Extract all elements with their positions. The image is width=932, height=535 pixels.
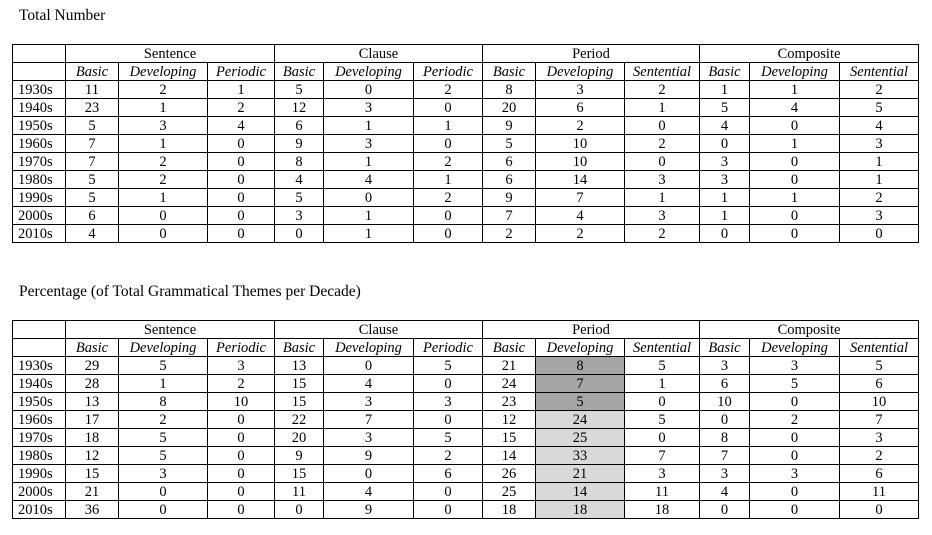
decade-label: 1960s [13,135,66,153]
group-header: Clause [275,45,483,63]
value-cell: 21 [483,357,536,375]
column-subheader: Periodic [414,339,483,357]
subheader-row [13,339,919,357]
value-cell: 0 [324,465,414,483]
group-header: Composite [700,45,919,63]
value-cell: 11 [625,483,700,501]
value-cell: 25 [483,483,536,501]
value-cell: 8 [483,81,536,99]
value-cell: 1 [750,81,840,99]
value-cell: 3 [625,171,700,189]
value-cell: 5 [66,117,119,135]
table-row [13,171,919,189]
table-row [13,375,919,393]
value-cell: 0 [414,135,483,153]
value-cell: 5 [119,447,208,465]
value-cell: 0 [324,357,414,375]
value-cell: 5 [119,357,208,375]
value-cell: 4 [324,171,414,189]
value-cell: 0 [208,153,275,171]
table-row [13,189,919,207]
value-cell: 3 [840,429,919,447]
value-cell: 18 [625,501,700,519]
column-subheader: Basic [483,339,536,357]
group-header: Clause [275,321,483,339]
value-cell: 6 [840,375,919,393]
value-cell: 5 [750,375,840,393]
value-cell: 14 [536,171,625,189]
value-cell: 15 [275,375,324,393]
value-cell: 2 [414,153,483,171]
value-cell: 3 [324,135,414,153]
value-cell: 10 [700,393,750,411]
value-cell: 28 [66,375,119,393]
value-cell: 1 [414,117,483,135]
decade-label: 1940s [13,375,66,393]
value-cell: 1 [208,81,275,99]
value-cell: 0 [700,411,750,429]
value-cell: 15 [275,465,324,483]
value-cell: 1 [840,171,919,189]
value-cell: 5 [625,357,700,375]
value-cell: 0 [208,483,275,501]
value-cell: 7 [536,189,625,207]
value-cell: 7 [324,411,414,429]
value-cell: 7 [700,447,750,465]
value-cell: 17 [66,411,119,429]
value-cell: 12 [275,99,324,117]
value-cell: 1 [119,99,208,117]
column-subheader: Basic [66,63,119,81]
value-cell: 0 [750,393,840,411]
value-cell: 9 [483,117,536,135]
value-cell: 0 [324,189,414,207]
value-cell: 2 [483,225,536,243]
column-subheader: Basic [275,63,324,81]
corner-cell [13,321,66,339]
table-row [13,207,919,225]
value-cell: 0 [414,411,483,429]
value-cell: 3 [208,357,275,375]
value-cell: 0 [208,447,275,465]
value-cell: 1 [119,189,208,207]
value-cell: 6 [275,117,324,135]
column-subheader: Developing [750,63,840,81]
value-cell: 0 [208,429,275,447]
value-cell: 18 [66,429,119,447]
subheader-row [13,63,919,81]
value-cell: 1 [625,189,700,207]
table-row [13,501,919,519]
value-cell: 4 [750,99,840,117]
value-cell: 5 [66,171,119,189]
value-cell: 0 [750,153,840,171]
value-cell: 20 [275,429,324,447]
column-subheader: Periodic [414,63,483,81]
column-subheader: Developing [119,63,208,81]
column-subheader: Sentential [625,63,700,81]
value-cell: 2 [119,171,208,189]
value-cell: 0 [840,225,919,243]
value-cell: 6 [700,375,750,393]
column-subheader: Developing [536,63,625,81]
column-subheader: Periodic [208,63,275,81]
value-cell: 0 [625,393,700,411]
value-cell: 0 [414,225,483,243]
column-subheader: Basic [700,339,750,357]
table-row [13,393,919,411]
value-cell: 3 [840,207,919,225]
column-subheader: Sentential [840,63,919,81]
value-cell: 4 [536,207,625,225]
group-header: Sentence [66,321,275,339]
highlighted-cell-dark: 5 [536,393,625,411]
value-cell: 3 [324,99,414,117]
value-cell: 0 [625,429,700,447]
column-subheader: Developing [536,339,625,357]
value-cell: 2 [119,81,208,99]
value-cell: 9 [324,501,414,519]
value-cell: 9 [275,447,324,465]
value-cell: 9 [275,135,324,153]
value-cell: 5 [414,357,483,375]
value-cell: 2 [536,225,625,243]
value-cell: 1 [119,135,208,153]
value-cell: 3 [625,207,700,225]
decade-label: 2010s [13,501,66,519]
value-cell: 1 [700,207,750,225]
value-cell: 5 [483,135,536,153]
value-cell: 3 [414,393,483,411]
value-cell: 3 [700,171,750,189]
table-row [13,447,919,465]
value-cell: 1 [625,99,700,117]
highlighted-cell-light: 14 [536,483,625,501]
value-cell: 6 [840,465,919,483]
value-cell: 1 [324,225,414,243]
value-cell: 5 [275,189,324,207]
decade-label: 1970s [13,153,66,171]
value-cell: 4 [700,117,750,135]
value-cell: 11 [840,483,919,501]
table-row [13,429,919,447]
value-cell: 7 [483,207,536,225]
table-row [13,465,919,483]
value-cell: 0 [324,81,414,99]
decade-label: 2000s [13,207,66,225]
value-cell: 3 [324,393,414,411]
value-cell: 5 [119,429,208,447]
blank-cell [13,63,66,81]
value-cell: 3 [840,135,919,153]
value-cell: 7 [66,135,119,153]
decade-label: 1950s [13,117,66,135]
value-cell: 5 [66,189,119,207]
value-cell: 0 [750,117,840,135]
percentage-table [12,320,919,519]
table-row [13,153,919,171]
value-cell: 1 [324,153,414,171]
group-header: Period [483,45,700,63]
value-cell: 7 [66,153,119,171]
value-cell: 12 [66,447,119,465]
column-subheader: Basic [700,63,750,81]
value-cell: 2 [119,153,208,171]
value-cell: 1 [840,153,919,171]
value-cell: 1 [700,81,750,99]
value-cell: 1 [700,189,750,207]
table-row [13,483,919,501]
value-cell: 0 [414,99,483,117]
value-cell: 15 [483,429,536,447]
value-cell: 0 [700,501,750,519]
value-cell: 3 [275,207,324,225]
value-cell: 0 [700,225,750,243]
value-cell: 3 [750,465,840,483]
value-cell: 2 [840,189,919,207]
blank-cell [13,339,66,357]
value-cell: 8 [119,393,208,411]
value-cell: 4 [324,483,414,501]
value-cell: 6 [414,465,483,483]
value-cell: 7 [625,447,700,465]
value-cell: 2 [208,375,275,393]
total-number-heading: Total Number [19,7,106,24]
highlighted-cell-light: 25 [536,429,625,447]
value-cell: 3 [625,465,700,483]
value-cell: 14 [483,447,536,465]
group-header-row [13,321,919,339]
value-cell: 6 [66,207,119,225]
highlighted-cell-light: 24 [536,411,625,429]
value-cell: 4 [700,483,750,501]
decade-label: 1980s [13,447,66,465]
value-cell: 0 [750,225,840,243]
value-cell: 0 [119,483,208,501]
column-subheader: Developing [750,339,840,357]
value-cell: 15 [275,393,324,411]
value-cell: 0 [840,501,919,519]
value-cell: 6 [483,153,536,171]
value-cell: 2 [414,189,483,207]
value-cell: 1 [324,207,414,225]
value-cell: 1 [750,189,840,207]
value-cell: 4 [208,117,275,135]
value-cell: 21 [66,483,119,501]
value-cell: 2 [840,81,919,99]
table-row [13,411,919,429]
value-cell: 0 [750,447,840,465]
value-cell: 0 [750,207,840,225]
column-subheader: Basic [483,63,536,81]
value-cell: 23 [483,393,536,411]
highlighted-cell-light: 18 [536,501,625,519]
corner-cell [13,45,66,63]
value-cell: 0 [414,501,483,519]
value-cell: 2 [414,81,483,99]
value-cell: 4 [840,117,919,135]
value-cell: 1 [750,135,840,153]
percentage-heading: Percentage (of Total Grammatical Themes per Decade) [19,283,361,300]
value-cell: 6 [536,99,625,117]
value-cell: 10 [208,393,275,411]
column-subheader: Basic [275,339,324,357]
decade-label: 1950s [13,393,66,411]
decade-label: 1990s [13,189,66,207]
value-cell: 11 [275,483,324,501]
value-cell: 4 [66,225,119,243]
value-cell: 13 [275,357,324,375]
value-cell: 11 [66,81,119,99]
value-cell: 0 [750,429,840,447]
decade-label: 1930s [13,81,66,99]
decade-label: 2010s [13,225,66,243]
value-cell: 0 [208,501,275,519]
group-header: Composite [700,321,919,339]
value-cell: 0 [208,207,275,225]
decade-label: 1930s [13,357,66,375]
value-cell: 2 [208,99,275,117]
value-cell: 8 [275,153,324,171]
column-subheader: Sentential [840,339,919,357]
value-cell: 13 [66,393,119,411]
value-cell: 4 [324,375,414,393]
column-subheader: Developing [324,339,414,357]
value-cell: 9 [324,447,414,465]
table-row [13,99,919,117]
value-cell: 0 [119,225,208,243]
value-cell: 5 [275,81,324,99]
decade-label: 1960s [13,411,66,429]
value-cell: 3 [119,465,208,483]
column-subheader: Basic [66,339,119,357]
value-cell: 0 [208,189,275,207]
value-cell: 0 [119,207,208,225]
value-cell: 3 [119,117,208,135]
column-subheader: Periodic [208,339,275,357]
value-cell: 0 [700,135,750,153]
highlighted-cell-light: 33 [536,447,625,465]
value-cell: 36 [66,501,119,519]
value-cell: 10 [840,393,919,411]
value-cell: 8 [700,429,750,447]
value-cell: 1 [625,375,700,393]
value-cell: 2 [625,81,700,99]
value-cell: 5 [700,99,750,117]
value-cell: 0 [625,117,700,135]
value-cell: 15 [66,465,119,483]
value-cell: 12 [483,411,536,429]
value-cell: 0 [275,501,324,519]
value-cell: 3 [700,357,750,375]
column-subheader: Sentential [625,339,700,357]
decade-label: 1970s [13,429,66,447]
value-cell: 5 [840,357,919,375]
value-cell: 0 [414,483,483,501]
value-cell: 10 [536,153,625,171]
value-cell: 2 [625,225,700,243]
value-cell: 0 [119,501,208,519]
table-row [13,117,919,135]
decade-label: 1940s [13,99,66,117]
value-cell: 4 [275,171,324,189]
value-cell: 10 [536,135,625,153]
highlighted-cell-light: 21 [536,465,625,483]
value-cell: 22 [275,411,324,429]
value-cell: 2 [536,117,625,135]
value-cell: 26 [483,465,536,483]
value-cell: 3 [700,153,750,171]
value-cell: 9 [483,189,536,207]
column-subheader: Developing [119,339,208,357]
value-cell: 3 [324,429,414,447]
value-cell: 2 [414,447,483,465]
value-cell: 0 [414,375,483,393]
value-cell: 5 [625,411,700,429]
value-cell: 1 [414,171,483,189]
value-cell: 0 [750,171,840,189]
value-cell: 7 [840,411,919,429]
value-cell: 24 [483,375,536,393]
value-cell: 2 [625,135,700,153]
value-cell: 20 [483,99,536,117]
value-cell: 3 [750,357,840,375]
total-number-table [12,44,919,243]
group-header: Sentence [66,45,275,63]
table-row [13,225,919,243]
value-cell: 18 [483,501,536,519]
value-cell: 6 [483,171,536,189]
value-cell: 0 [208,225,275,243]
value-cell: 5 [840,99,919,117]
column-subheader: Developing [324,63,414,81]
value-cell: 23 [66,99,119,117]
value-cell: 0 [208,465,275,483]
decade-label: 2000s [13,483,66,501]
value-cell: 5 [414,429,483,447]
value-cell: 0 [275,225,324,243]
table-row [13,81,919,99]
value-cell: 0 [625,153,700,171]
value-cell: 3 [700,465,750,483]
decade-label: 1990s [13,465,66,483]
value-cell: 0 [208,171,275,189]
highlighted-cell-dark: 7 [536,375,625,393]
value-cell: 2 [119,411,208,429]
value-cell: 0 [414,207,483,225]
value-cell: 3 [536,81,625,99]
group-header-row [13,45,919,63]
value-cell: 2 [840,447,919,465]
value-cell: 0 [208,135,275,153]
table-row [13,135,919,153]
highlighted-cell-dark: 8 [536,357,625,375]
table-row [13,357,919,375]
value-cell: 1 [119,375,208,393]
value-cell: 0 [208,411,275,429]
group-header: Period [483,321,700,339]
value-cell: 2 [750,411,840,429]
value-cell: 0 [750,483,840,501]
decade-label: 1980s [13,171,66,189]
value-cell: 1 [324,117,414,135]
value-cell: 29 [66,357,119,375]
value-cell: 0 [750,501,840,519]
